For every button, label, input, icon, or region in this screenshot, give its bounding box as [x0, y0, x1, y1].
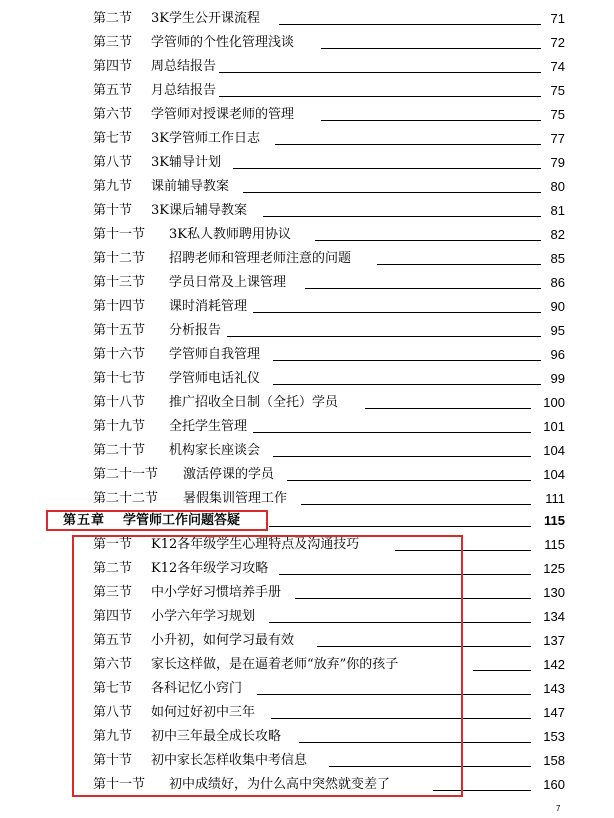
toc-section-number: 第四节	[93, 59, 133, 74]
toc-entry-title: 3K学生公开课流程	[151, 11, 260, 26]
toc-entry-title: K12各年级学习攻略	[151, 561, 269, 576]
toc-section-number: 第九节	[93, 729, 133, 744]
toc-entry-title: 分析报告	[169, 323, 222, 338]
toc-entry[interactable]	[93, 33, 565, 53]
toc-section-number: 第二十节	[93, 443, 146, 458]
toc-entry-title: K12各年级学生心理特点及沟通技巧	[151, 537, 360, 552]
toc-entry[interactable]	[93, 345, 565, 365]
toc-leader-line	[227, 336, 541, 337]
toc-entry-title: 推广招收全日制（全托）学员	[169, 395, 339, 410]
toc-page-number: 75	[550, 107, 565, 122]
toc-entry-title: 学管师自我管理	[169, 347, 261, 362]
toc-leader-line	[305, 288, 541, 289]
toc-section-number: 第一节	[93, 537, 133, 552]
toc-page-number: 111	[545, 491, 565, 506]
toc-section-number: 第十三节	[93, 275, 146, 290]
toc-leader-line	[243, 192, 541, 193]
toc-section-number: 第十节	[93, 753, 133, 768]
toc-section-number: 第二节	[93, 561, 133, 576]
chapter-number: 第五章	[63, 513, 106, 528]
toc-page-number: 142	[543, 657, 565, 672]
toc-entry-title: 课前辅导教案	[151, 179, 230, 194]
toc-page-number: 96	[550, 347, 565, 362]
toc-leader-line	[377, 264, 541, 265]
toc-section-number: 第四节	[93, 609, 133, 624]
toc-section-number: 第十四节	[93, 299, 146, 314]
toc-section-number: 第十一节	[93, 227, 146, 242]
page-number: 7	[556, 804, 561, 813]
toc-entry-title: 3K辅导计划	[151, 155, 221, 170]
toc-section-number: 第六节	[93, 107, 133, 122]
toc-leader-line	[287, 480, 531, 481]
toc-page-number: 90	[550, 299, 565, 314]
toc-entry[interactable]	[93, 153, 565, 173]
toc-section-number: 第十七节	[93, 371, 146, 386]
toc-leader-line	[219, 72, 541, 73]
toc-page-number: 101	[543, 419, 565, 434]
toc-section-number: 第十一节	[93, 777, 146, 792]
toc-page-number: 82	[550, 227, 565, 242]
toc-page-number: 134	[543, 609, 565, 624]
toc-entry[interactable]	[93, 105, 565, 125]
toc-entry[interactable]	[93, 441, 565, 461]
toc-leader-line	[273, 360, 541, 361]
toc-page-number: 80	[550, 179, 565, 194]
toc-entry-title: 周总结报告	[151, 59, 217, 74]
toc-leader-line	[315, 240, 541, 241]
toc-page-number: 160	[543, 777, 565, 792]
toc-entry-title: 初中家长怎样收集中考信息	[151, 753, 308, 768]
toc-entry-title: 学管师的个性化管理浅谈	[151, 35, 295, 50]
toc-entry[interactable]	[93, 273, 565, 293]
toc-leader-line	[273, 384, 541, 385]
toc-entry-title: 初中成绩好，为什么高中突然就变差了	[169, 777, 391, 792]
toc-section-number: 第十五节	[93, 323, 146, 338]
toc-entry[interactable]	[93, 489, 565, 509]
toc-entry[interactable]	[93, 201, 565, 221]
toc-leader-line	[219, 96, 541, 97]
toc-entry-title: 小升初，如何学习最有效	[151, 633, 295, 648]
toc-page-number: 115	[544, 537, 565, 552]
toc-leader-line	[253, 432, 531, 433]
toc-section-number: 第五节	[93, 83, 133, 98]
toc-leader-line	[365, 408, 531, 409]
toc-section-number: 第二十一节	[93, 467, 159, 482]
toc-leader-line	[301, 504, 531, 505]
toc-entry-title: 初中三年最全成长攻略	[151, 729, 282, 744]
toc-section-number: 第八节	[93, 155, 133, 170]
toc-entry-title: 月总结报告	[151, 83, 217, 98]
toc-entry[interactable]	[93, 369, 565, 389]
toc-entry[interactable]	[93, 129, 565, 149]
toc-entry-title: 暑假集训管理工作	[183, 491, 288, 506]
toc-page-number: 72	[550, 35, 565, 50]
toc-entry[interactable]	[93, 225, 565, 245]
toc-entry-title: 家长这样做，是在逼着老师“放弃”你的孩子	[151, 657, 399, 672]
toc-page-number: 104	[543, 443, 565, 458]
toc-page-number: 71	[550, 11, 565, 26]
toc-section-number: 第十二节	[93, 251, 146, 266]
toc-entry-title: 学员日常及上课管理	[169, 275, 287, 290]
toc-page-number: 81	[550, 203, 565, 218]
toc-section-number: 第七节	[93, 131, 133, 146]
toc-page-number: 130	[543, 585, 565, 600]
toc-entry-title: 如何过好初中三年	[151, 705, 256, 720]
toc-section-number: 第九节	[93, 179, 133, 194]
chapter-page-number: 115	[544, 513, 565, 528]
toc-entry-title: 机构家长座谈会	[169, 443, 261, 458]
toc-leader-line	[279, 24, 541, 25]
toc-section-number: 第二十二节	[93, 491, 159, 506]
toc-page-number: 75	[550, 83, 565, 98]
toc-page-number: 79	[550, 155, 565, 170]
toc-entry-title: 3K课后辅导教案	[151, 203, 247, 218]
toc-page-number: 125	[543, 561, 565, 576]
toc-entry-title: 招聘老师和管理老师注意的问题	[169, 251, 352, 266]
toc-page-number: 100	[543, 395, 565, 410]
chapter-highlight-box	[46, 510, 268, 531]
toc-entry-title: 各科记忆小窍门	[151, 681, 243, 696]
toc-section-number: 第二节	[93, 11, 133, 26]
toc-leader-line	[269, 526, 531, 527]
toc-page-number: 74	[550, 59, 565, 74]
toc-entry[interactable]	[93, 81, 565, 101]
toc-entry-title: 3K私人教师聘用协议	[169, 227, 291, 242]
toc-section-number: 第五节	[93, 633, 133, 648]
toc-leader-line	[233, 168, 541, 169]
toc-leader-line	[321, 48, 541, 49]
sections-highlight-box	[72, 535, 463, 797]
toc-entry[interactable]	[93, 249, 565, 269]
toc-leader-line	[273, 456, 531, 457]
toc-entry-title: 小学六年学习规划	[151, 609, 256, 624]
toc-entry-title: 学管师电话礼仪	[169, 371, 261, 386]
toc-page-number: 85	[550, 251, 565, 266]
toc-page-number: 137	[543, 633, 565, 648]
toc-entry[interactable]	[93, 321, 565, 341]
toc-page-number: 158	[543, 753, 565, 768]
toc-page-number: 86	[550, 275, 565, 290]
toc-page-number: 147	[543, 705, 565, 720]
toc-section-number: 第八节	[93, 705, 133, 720]
toc-page-number: 95	[550, 323, 565, 338]
toc-section-number: 第六节	[93, 657, 133, 672]
toc-section-number: 第十八节	[93, 395, 146, 410]
toc-entry-title: 学管师对授课老师的管理	[151, 107, 295, 122]
toc-entry[interactable]	[93, 177, 565, 197]
toc-page-number: 104	[543, 467, 565, 482]
toc-entry[interactable]	[93, 297, 565, 317]
toc-page-number: 77	[550, 131, 565, 146]
toc-leader-line	[263, 216, 541, 217]
toc-entry-title: 3K学管师工作日志	[151, 131, 260, 146]
toc-entry-title: 全托学生管理	[169, 419, 248, 434]
toc-leader-line	[473, 670, 531, 671]
toc-entry[interactable]	[93, 417, 565, 437]
toc-section-number: 第十九节	[93, 419, 146, 434]
toc-entry[interactable]	[93, 393, 565, 413]
toc-page-number: 99	[550, 371, 565, 386]
toc-entry[interactable]	[93, 57, 565, 77]
chapter-title: 学管师工作问题答疑	[123, 513, 241, 528]
toc-entry-title: 中小学好习惯培养手册	[151, 585, 282, 600]
toc-entry[interactable]	[93, 9, 565, 29]
toc-section-number: 第十节	[93, 203, 133, 218]
toc-leader-line	[321, 120, 541, 121]
toc-page-number: 153	[543, 729, 565, 744]
toc-entry-title: 课时消耗管理	[169, 299, 248, 314]
toc-page-number: 143	[543, 681, 565, 696]
toc-section-number: 第三节	[93, 585, 133, 600]
toc-entry-title: 激活停课的学员	[183, 467, 275, 482]
toc-entry[interactable]	[93, 465, 565, 485]
toc-section-number: 第三节	[93, 35, 133, 50]
toc-leader-line	[253, 312, 541, 313]
toc-section-number: 第七节	[93, 681, 133, 696]
toc-section-number: 第十六节	[93, 347, 146, 362]
toc-leader-line	[275, 144, 541, 145]
